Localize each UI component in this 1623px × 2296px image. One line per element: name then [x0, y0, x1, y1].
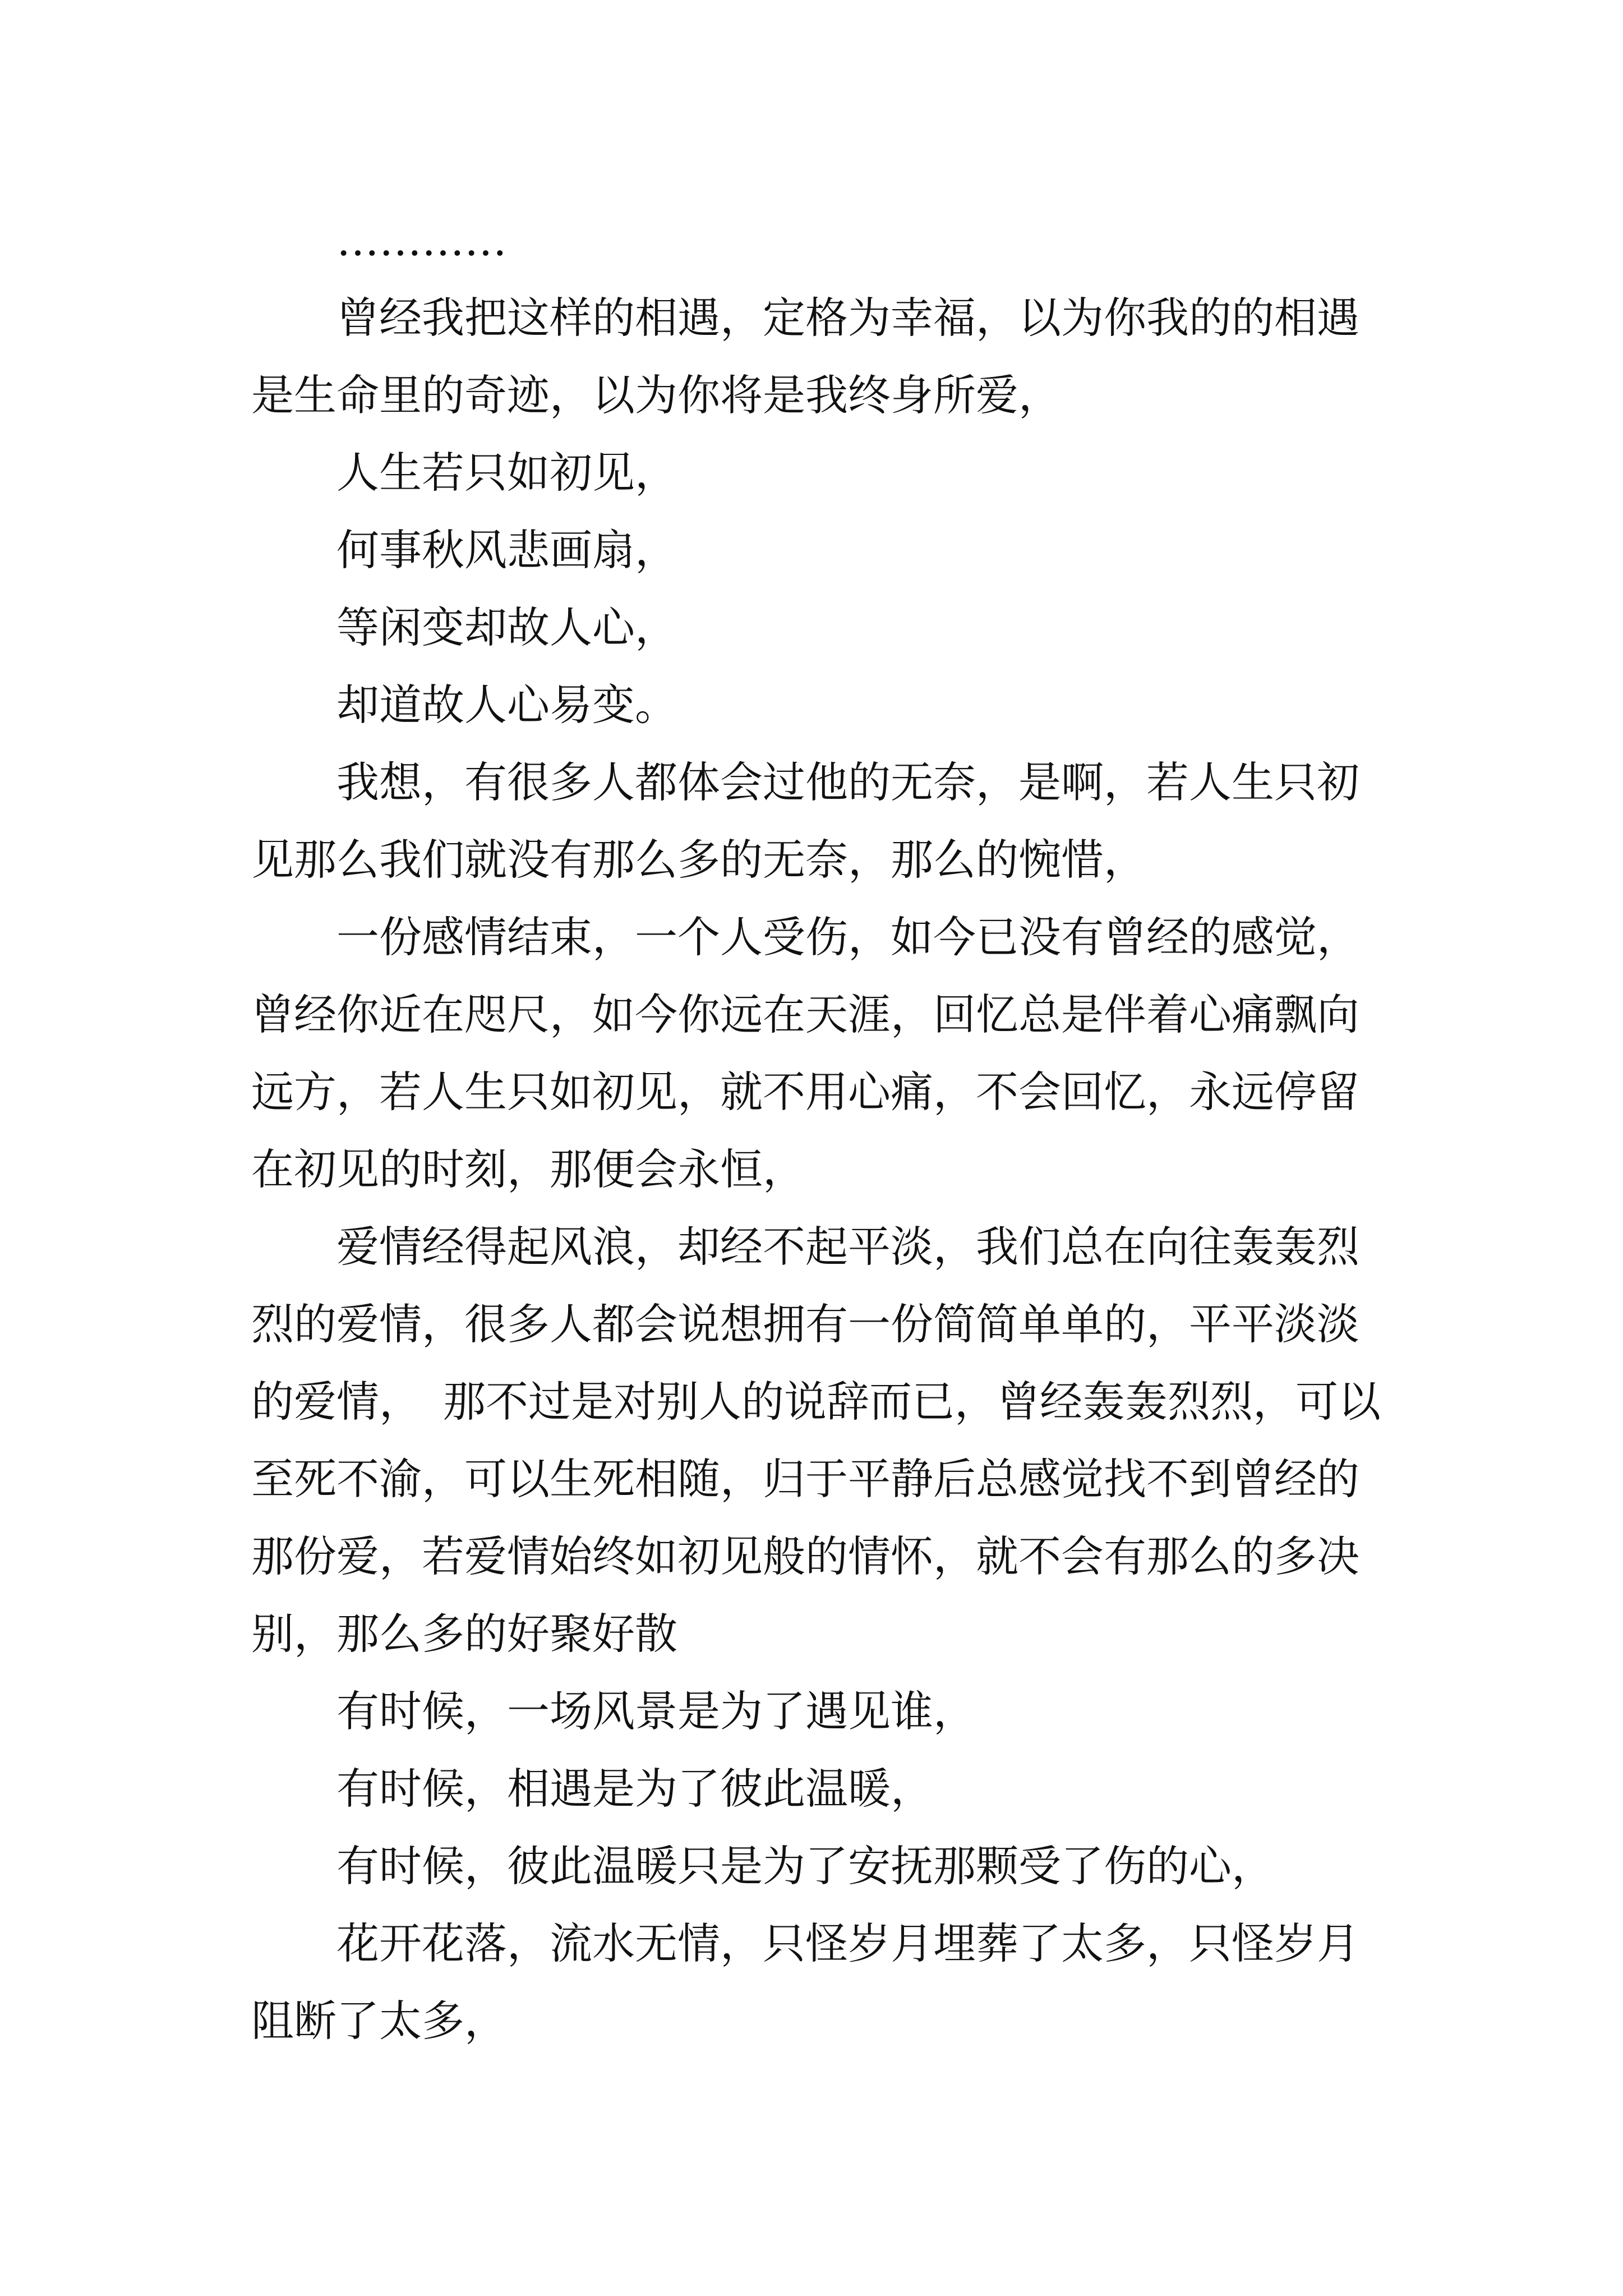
poem-line: 却道故人心易变。 [336, 680, 677, 730]
paragraph: 我想，有很多人都体会过他的无奈，是啊，若人生只初见那么我们就没有那么多的无奈，那么的惋惜， [251, 757, 1359, 885]
poem-line: 何事秋风悲画扇， [336, 525, 677, 575]
paragraph: 曾经我把这样的相遇，定格为幸福，以为你我的的相遇是生命里的奇迹，以为你将是我终身所爱， [251, 293, 1359, 420]
ellipsis-line: ………… [336, 215, 507, 265]
body-text [251, 202, 1401, 2060]
paragraph: 爱情经得起风浪，却经不起平淡，我们总在向往轰轰烈烈的爱情，很多人都会说想拥有一份简简单单的，平平淡淡的爱情， 那不过是对别人的说辞而已，曾经轰轰烈烈，可以至死不渝，可以生死相随，归于平静后总感觉找不到曾经的那份爱，若爱情始终如初见般的情怀，就不会有那么的多决别，那么多的好聚好散 [251, 1222, 1381, 1659]
paragraph: 有时候，彼此温暖只是为了安抚那颗受了伤的心， [336, 1841, 1274, 1891]
paragraph: 花开花落，流水无情，只怪岁月埋葬了太多，只怪岁月阻断了太多， [251, 1918, 1359, 2046]
paragraph: 一份感情结束，一个人受伤，如今已没有曾经的感觉，曾经你近在咫尺，如今你远在天涯，回忆总是伴着心痛飘向远方，若人生只如初见，就不用心痛，不会回忆，永远停留在初见的时刻，那便会永恒， [251, 912, 1359, 1194]
poem-line: 人生若只如初见， [336, 448, 677, 498]
poem-line: 等闲变却故人心， [336, 602, 677, 652]
paragraph: 有时候，相遇是为了彼此温暖， [336, 1764, 933, 1814]
paragraph: 有时候，一场风景是为了遇见谁， [336, 1686, 976, 1736]
